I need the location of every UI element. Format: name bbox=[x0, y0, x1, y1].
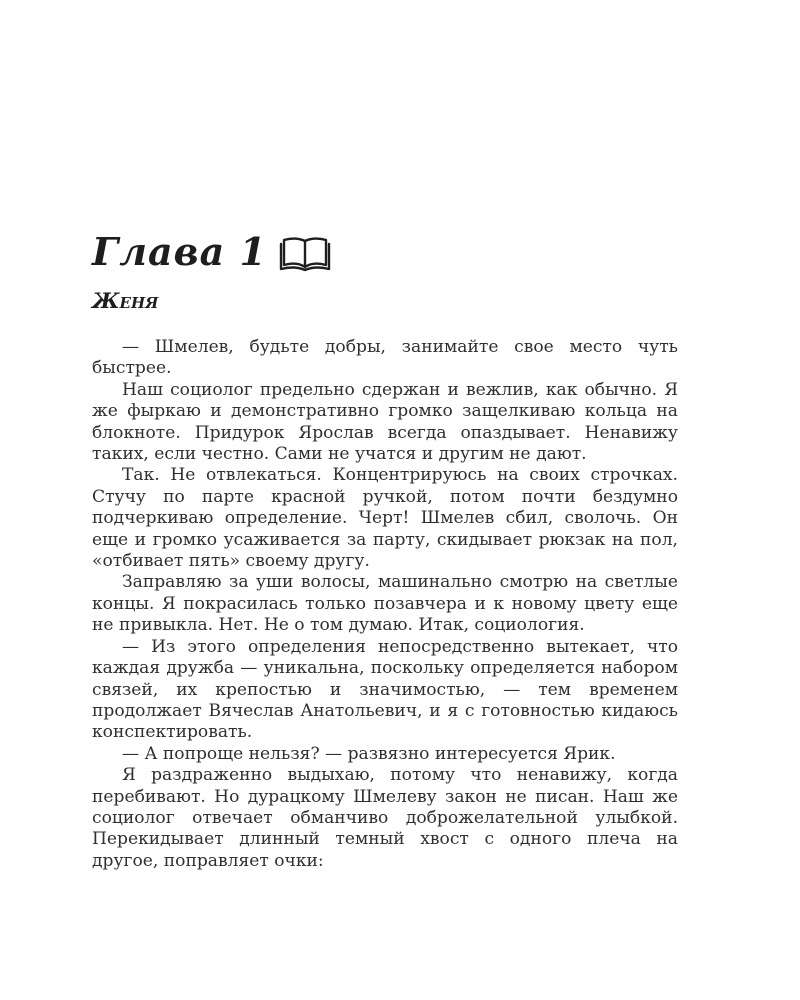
chapter-text bbox=[92, 337, 678, 872]
chapter-heading bbox=[92, 229, 331, 274]
paragraph: — Из этого определения непосредственно вытекает, что каждая дружба — уникальна, поскольку определяется набором связей, их крепостью и значимостью, — тем временем продолжает Вячеслав Анатольевич, и я с готовностью кидаюсь конспектировать. bbox=[92, 636, 678, 743]
paragraph: Наш социолог предельно сдержан и вежлив, как обычно. Я же фыркаю и демонстративно громко защелкиваю кольца на блокноте. Придурок Ярослав всегда опаздывает. Ненавижу таких, если честно. Сами не учатся и другим не дают. bbox=[92, 379, 678, 465]
paragraph: Так. Не отвлекаться. Концентрируюсь на своих строчках. Стучу по парте красной ручкой, потом почти бездумно подчеркиваю определение. Черт! Шмелев сбил, сволочь. Он еще и громко усаживается за парту, скидывает рюкзак на пол, «отбивает пять» своему другу. bbox=[92, 465, 678, 572]
paragraph: Заправляю за уши волосы, машинально смотрю на светлые концы. Я покрасилась только позавчера и к новому цвету еще не привыкла. Нет. Не о том думаю. Итак, социология. bbox=[92, 572, 678, 636]
paragraph: — Шмелев, будьте добры, занимайте свое место чуть быстрее. bbox=[92, 337, 678, 379]
open-book-icon bbox=[279, 232, 331, 272]
paragraph: Я раздраженно выдыхаю, потому что ненавижу, когда перебивают. Но дурацкому Шмелеву закон не писан. Наш же социолог отвечает обманчиво доброжелательной улыбкой. Перекидывает длинный темный хвост с одного плеча на другое, поправляет очки: bbox=[92, 765, 678, 871]
chapter-title: Глава 1 bbox=[92, 229, 267, 274]
narrator-name: Женя bbox=[92, 288, 159, 313]
paragraph: — А попроще нельзя? — развязно интересуется Ярик. bbox=[122, 743, 616, 764]
